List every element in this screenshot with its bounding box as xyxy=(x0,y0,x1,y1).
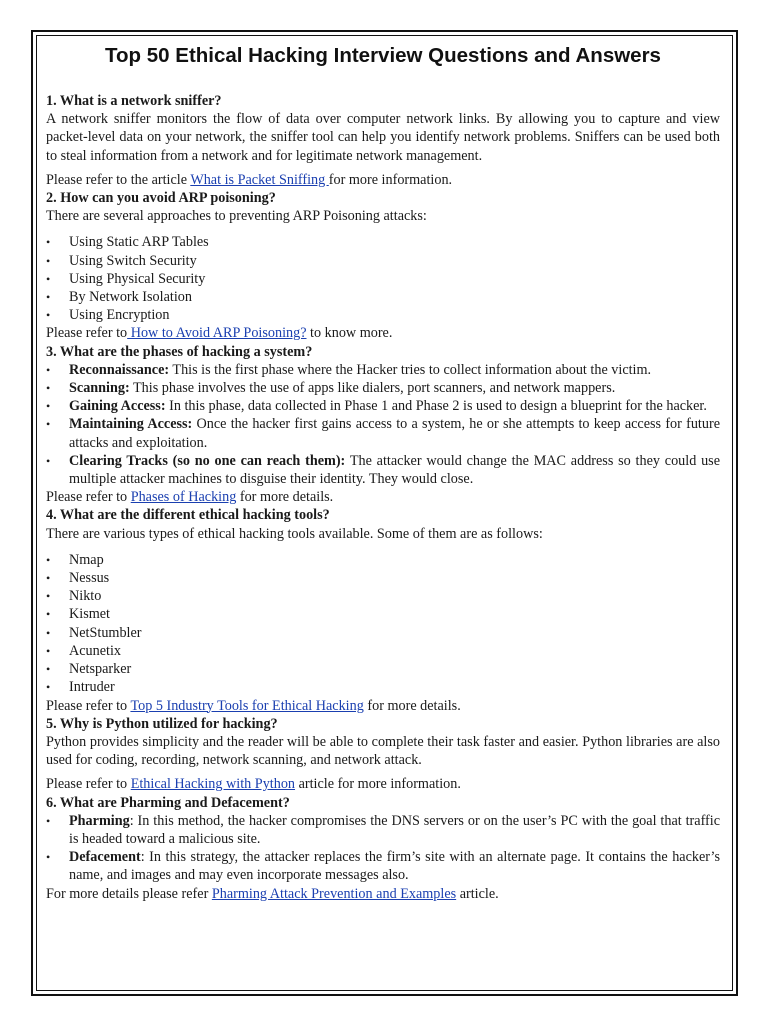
question-3: 3. What are the phases of hacking a system? xyxy=(46,343,313,360)
question-5: 5. Why is Python utilized for hacking? xyxy=(46,715,278,732)
list-item: • Scanning: This phase involves the use of apps like dialers, port scanners, and network mappers. xyxy=(46,379,720,397)
refer-5: Please refer to Ethical Hacking with Python article for more information. xyxy=(46,776,461,793)
list-item: • Nmap xyxy=(46,551,720,569)
refer-3: Please refer to Phases of Hacking for more details. xyxy=(46,489,334,506)
list-item: • Nessus xyxy=(46,569,720,587)
link-pharming-attack[interactable]: Pharming Attack Prevention and Examples xyxy=(211,885,457,902)
question-2: 2. How can you avoid ARP poisoning? xyxy=(46,190,276,207)
link-phases-of-hacking[interactable]: Phases of Hacking xyxy=(130,489,237,506)
list-item: • Using Static ARP Tables xyxy=(46,233,720,251)
list-item: • Reconnaissance: This is the first phase where the Hacker tries to collect information about the victim. xyxy=(46,361,720,379)
arp-approaches-list xyxy=(46,233,720,324)
link-avoid-arp-poisoning[interactable]: How to Avoid ARP Poisoning? xyxy=(127,325,307,342)
list-item: • Clearing Tracks (so no one can reach them): The attacker would change the MAC address so they could use multiple attacker machines to disguise their identity. They would close. xyxy=(46,452,720,488)
link-top-5-tools[interactable]: Top 5 Industry Tools for Ethical Hacking xyxy=(130,697,364,714)
list-item: • Using Encryption xyxy=(46,306,720,324)
list-item: • Maintaining Access: Once the hacker first gains access to a system, he or she attempts to keep access for future attacks and exploitation. xyxy=(46,415,720,451)
link-packet-sniffing[interactable]: What is Packet Sniffing xyxy=(190,171,329,188)
list-item: • Pharming: In this method, the hacker compromises the DNS servers or on the user’s PC with the goal that traffic is headed toward a malicious site. xyxy=(46,812,720,848)
list-item: • Gaining Access: In this phase, data collected in Phase 1 and Phase 2 is used to design a blueprint for the hacker. xyxy=(46,397,720,415)
document-title: Top 50 Ethical Hacking Interview Questions and Answers xyxy=(105,44,661,67)
list-item: • NetStumbler xyxy=(46,624,720,642)
refer-2: Please refer to How to Avoid ARP Poisoning? to know more. xyxy=(46,325,393,342)
refer-1: Please refer to the article What is Packet Sniffing for more information. xyxy=(46,171,453,188)
list-item: • Using Switch Security xyxy=(46,252,720,270)
answer-4-intro: There are various types of ethical hacking tools available. Some of them are as follows: xyxy=(46,525,543,542)
answer-2-intro: There are several approaches to preventing ARP Poisoning attacks: xyxy=(46,208,427,225)
hacking-phases-list xyxy=(46,361,720,488)
answer-1: A network sniffer monitors the flow of data over computer network links. By allowing you to capture and view packet-level data on your network, the sniffer tool can help you identify network problems. Sniffers can be used both to steal information from a network and for legitimate network management. xyxy=(46,111,720,164)
question-4: 4. What are the different ethical hacking tools? xyxy=(46,507,330,524)
refer-6: For more details please refer Pharming Attack Prevention and Examples article. xyxy=(46,885,499,902)
question-1: 1. What is a network sniffer? xyxy=(46,93,222,109)
answer-5: Python provides simplicity and the reader will be able to complete their task faster and easier. Python libraries are also used for coding, recording, network scanning, and network attack. xyxy=(46,733,720,769)
list-item: • Defacement: In this strategy, the attacker replaces the firm’s site with an alternate page. It contains the hacker’s name, and images and may even incorporate messages also. xyxy=(46,848,720,884)
document-body xyxy=(46,40,720,903)
list-item: • Acunetix xyxy=(46,642,720,660)
list-item: • By Network Isolation xyxy=(46,288,720,306)
pharming-defacement-list xyxy=(46,812,720,885)
list-item: • Intruder xyxy=(46,678,720,696)
refer-4: Please refer to Top 5 Industry Tools for Ethical Hacking for more details. xyxy=(46,697,461,714)
list-item: • Nikto xyxy=(46,587,720,605)
hacking-tools-list xyxy=(46,551,720,697)
list-item: • Netsparker xyxy=(46,660,720,678)
list-item: • Kismet xyxy=(46,605,720,623)
link-ethical-hacking-python[interactable]: Ethical Hacking with Python xyxy=(130,776,296,793)
list-item: • Using Physical Security xyxy=(46,270,720,288)
question-6: 6. What are Pharming and Defacement? xyxy=(46,794,290,811)
